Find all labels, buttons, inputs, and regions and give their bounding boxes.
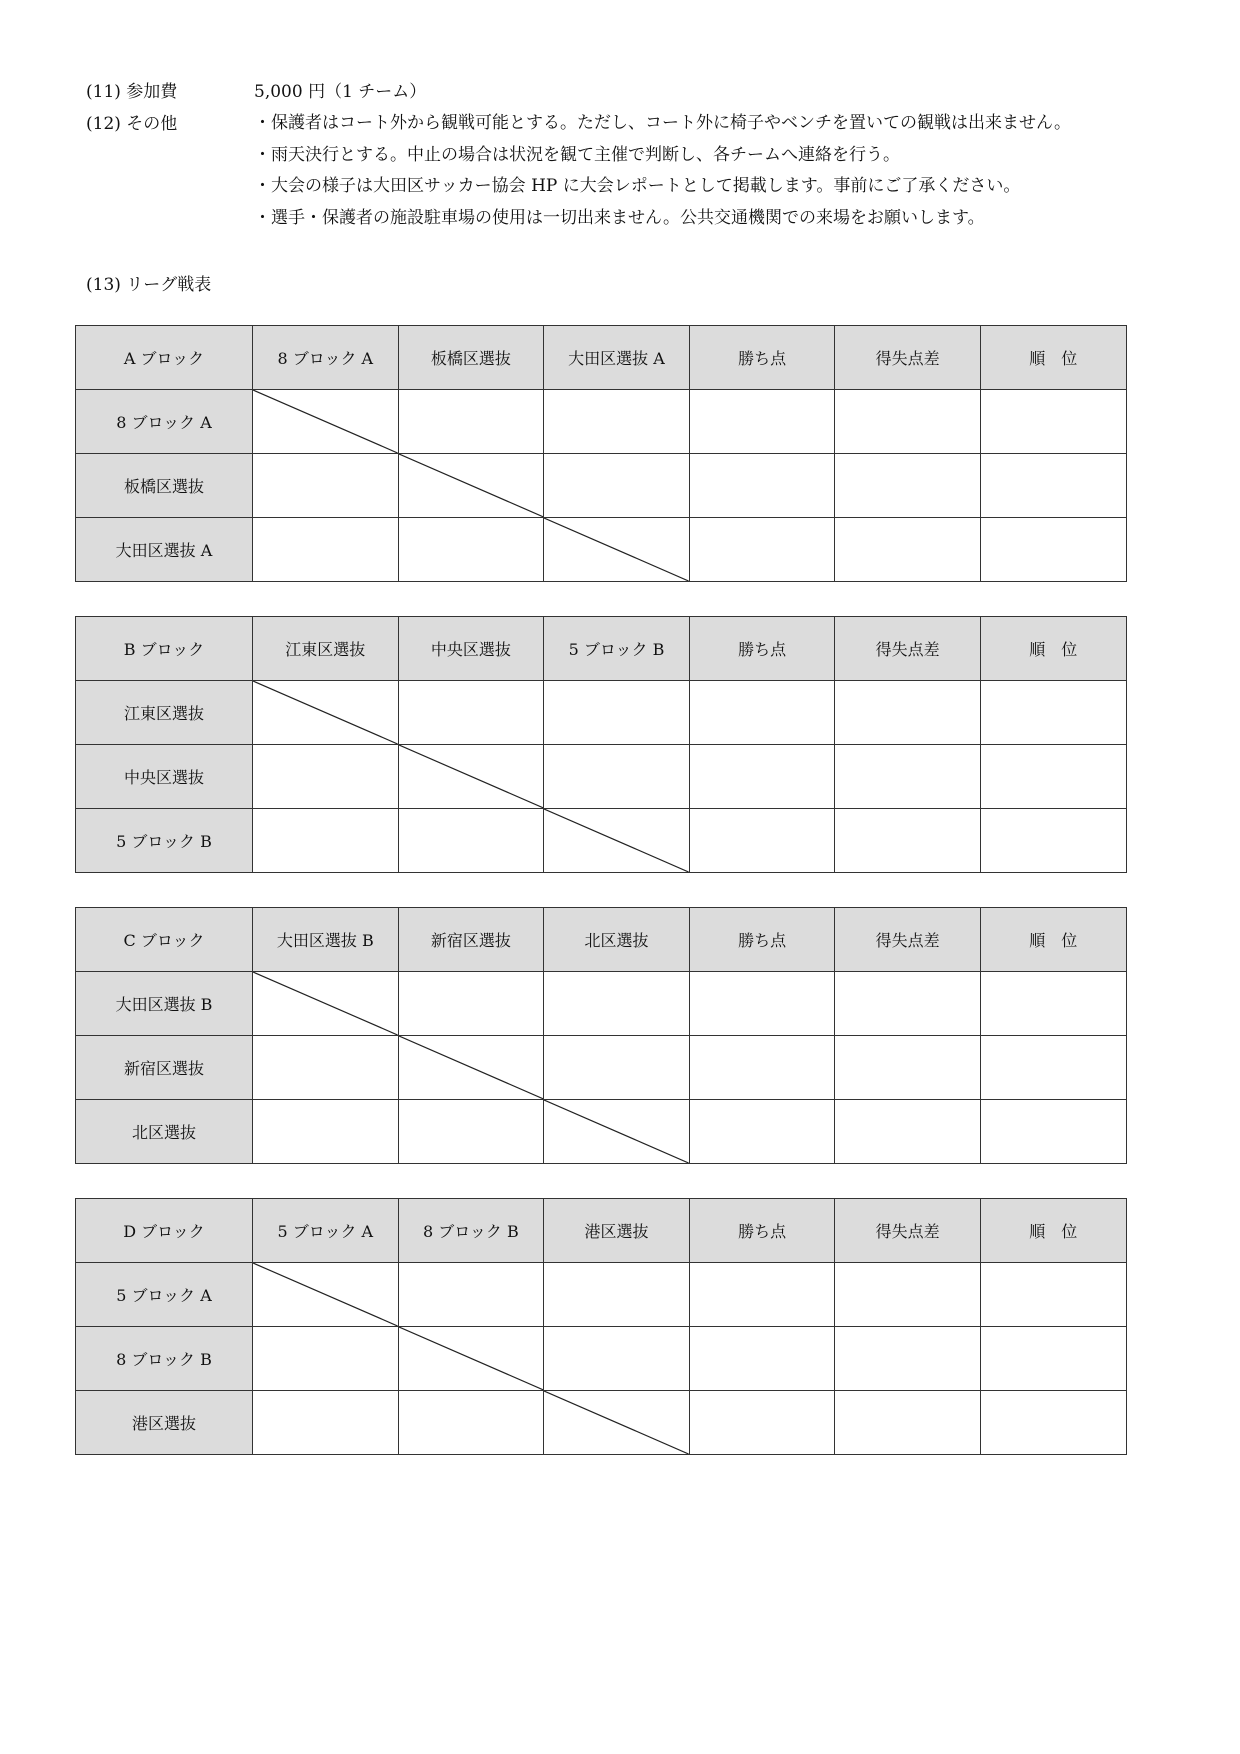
col-goal-diff: 得失点差 [835, 326, 981, 390]
result-cell[interactable] [398, 681, 544, 745]
diagonal-cell [398, 745, 544, 809]
result-cell[interactable] [253, 1391, 399, 1455]
result-cell[interactable] [253, 745, 399, 809]
other-number: (12) その他 [86, 114, 178, 134]
col-goal-diff: 得失点差 [835, 617, 981, 681]
rank-cell[interactable] [980, 1100, 1126, 1164]
league-table-c [75, 907, 1127, 1164]
goal-diff-cell[interactable] [835, 1100, 981, 1164]
rank-cell[interactable] [980, 390, 1126, 454]
diagonal-cell [544, 809, 690, 873]
result-cell[interactable] [398, 809, 544, 873]
diagonal-cell [398, 1327, 544, 1391]
diagonal-cell [398, 454, 544, 518]
rank-cell[interactable] [980, 1327, 1126, 1391]
league-table-b [75, 616, 1127, 873]
diagonal-cell [253, 390, 399, 454]
col-team-3: 大田区選抜 A [544, 326, 690, 390]
points-cell[interactable] [689, 681, 835, 745]
goal-diff-cell[interactable] [835, 390, 981, 454]
col-points: 勝ち点 [689, 1199, 835, 1263]
row-team-3: 北区選抜 [76, 1100, 253, 1164]
block-title: D ブロック [76, 1199, 253, 1263]
diagonal-cell [544, 1391, 690, 1455]
goal-diff-cell[interactable] [835, 745, 981, 809]
goal-diff-cell[interactable] [835, 681, 981, 745]
points-cell[interactable] [689, 1100, 835, 1164]
row-team-3: 5 ブロック B [76, 809, 253, 873]
col-points: 勝ち点 [689, 326, 835, 390]
points-cell[interactable] [689, 518, 835, 582]
result-cell[interactable] [544, 1263, 690, 1327]
points-cell[interactable] [689, 390, 835, 454]
col-team-1: 大田区選抜 B [253, 908, 399, 972]
row-team-1: 大田区選抜 B [76, 972, 253, 1036]
rank-cell[interactable] [980, 1391, 1126, 1455]
result-cell[interactable] [253, 1100, 399, 1164]
points-cell[interactable] [689, 745, 835, 809]
bullet-report: ・大会の様子は大田区サッカー協会 HP に大会レポートとして掲載します。事前にご了承ください。 [254, 176, 1021, 196]
league-table-d [75, 1198, 1127, 1455]
diagonal-cell [253, 972, 399, 1036]
col-rank: 順 位 [980, 1199, 1126, 1263]
rank-cell[interactable] [980, 454, 1126, 518]
col-team-2: 中央区選抜 [398, 617, 544, 681]
rank-cell[interactable] [980, 518, 1126, 582]
rank-cell[interactable] [980, 681, 1126, 745]
rank-cell[interactable] [980, 745, 1126, 809]
points-cell[interactable] [689, 972, 835, 1036]
other-row [86, 113, 254, 135]
result-cell[interactable] [544, 972, 690, 1036]
goal-diff-cell[interactable] [835, 1391, 981, 1455]
col-team-3: 港区選抜 [544, 1199, 690, 1263]
result-cell[interactable] [544, 390, 690, 454]
result-cell[interactable] [398, 390, 544, 454]
col-team-3: 北区選抜 [544, 908, 690, 972]
col-team-2: 8 ブロック B [398, 1199, 544, 1263]
result-cell[interactable] [544, 1036, 690, 1100]
goal-diff-cell[interactable] [835, 518, 981, 582]
bullet-parking: ・選手・保護者の施設駐車場の使用は一切出来ません。公共交通機関での来場をお願いします。 [254, 207, 985, 228]
diagonal-cell [544, 1100, 690, 1164]
points-cell[interactable] [689, 1263, 835, 1327]
result-cell[interactable] [544, 454, 690, 518]
block-title: A ブロック [76, 326, 253, 390]
goal-diff-cell[interactable] [835, 1327, 981, 1391]
col-team-1: 江東区選抜 [253, 617, 399, 681]
row-team-1: 江東区選抜 [76, 681, 253, 745]
goal-diff-cell[interactable] [835, 809, 981, 873]
diagonal-cell [398, 1036, 544, 1100]
row-team-2: 中央区選抜 [76, 745, 253, 809]
result-cell[interactable] [253, 518, 399, 582]
block-title: B ブロック [76, 617, 253, 681]
row-team-2: 8 ブロック B [76, 1327, 253, 1391]
result-cell[interactable] [253, 1327, 399, 1391]
points-cell[interactable] [689, 809, 835, 873]
fee-number: (11) 参加費 [86, 82, 178, 102]
points-cell[interactable] [689, 1391, 835, 1455]
diagonal-cell [253, 681, 399, 745]
result-cell[interactable] [544, 681, 690, 745]
row-team-3: 大田区選抜 A [76, 518, 253, 582]
result-cell[interactable] [398, 518, 544, 582]
rank-cell[interactable] [980, 1263, 1126, 1327]
row-team-2: 板橋区選抜 [76, 454, 253, 518]
col-goal-diff: 得失点差 [835, 1199, 981, 1263]
col-points: 勝ち点 [689, 617, 835, 681]
result-cell[interactable] [398, 1100, 544, 1164]
fee-value: 5,000 円（1 チーム） [254, 82, 427, 102]
league-table-a [75, 325, 1127, 582]
other-bullets [254, 108, 1071, 234]
points-cell[interactable] [689, 1036, 835, 1100]
result-cell[interactable] [398, 972, 544, 1036]
bullet-spectators: ・保護者はコート外から観戦可能とする。ただし、コート外に椅子やベンチを置いての観戦は出来ません。 [254, 113, 1072, 133]
col-goal-diff: 得失点差 [835, 908, 981, 972]
result-cell[interactable] [253, 454, 399, 518]
row-team-1: 8 ブロック A [76, 390, 253, 454]
goal-diff-cell[interactable] [835, 1263, 981, 1327]
result-cell[interactable] [253, 1036, 399, 1100]
points-cell[interactable] [689, 1327, 835, 1391]
rank-cell[interactable] [980, 809, 1126, 873]
col-rank: 順 位 [980, 617, 1126, 681]
goal-diff-cell[interactable] [835, 1036, 981, 1100]
result-cell[interactable] [544, 745, 690, 809]
diagonal-cell [253, 1263, 399, 1327]
block-title: C ブロック [76, 908, 253, 972]
rank-cell[interactable] [980, 1036, 1126, 1100]
col-team-1: 8 ブロック A [253, 326, 399, 390]
col-rank: 順 位 [980, 908, 1126, 972]
col-rank: 順 位 [980, 326, 1126, 390]
fee-row [86, 81, 426, 103]
result-cell[interactable] [398, 1391, 544, 1455]
col-points: 勝ち点 [689, 908, 835, 972]
league-heading: (13) リーグ戦表 [86, 275, 212, 295]
points-cell[interactable] [689, 454, 835, 518]
goal-diff-cell[interactable] [835, 972, 981, 1036]
col-team-2: 新宿区選抜 [398, 908, 544, 972]
bullet-weather: ・雨天決行とする。中止の場合は状況を観て主催で判断し、各チームへ連絡を行う。 [254, 144, 900, 165]
goal-diff-cell[interactable] [835, 454, 981, 518]
row-team-2: 新宿区選抜 [76, 1036, 253, 1100]
rank-cell[interactable] [980, 972, 1126, 1036]
result-cell[interactable] [253, 809, 399, 873]
diagonal-cell [544, 518, 690, 582]
result-cell[interactable] [544, 1327, 690, 1391]
col-team-2: 板橋区選抜 [398, 326, 544, 390]
row-team-1: 5 ブロック A [76, 1263, 253, 1327]
col-team-1: 5 ブロック A [253, 1199, 399, 1263]
result-cell[interactable] [398, 1263, 544, 1327]
row-team-3: 港区選抜 [76, 1391, 253, 1455]
col-team-3: 5 ブロック B [544, 617, 690, 681]
